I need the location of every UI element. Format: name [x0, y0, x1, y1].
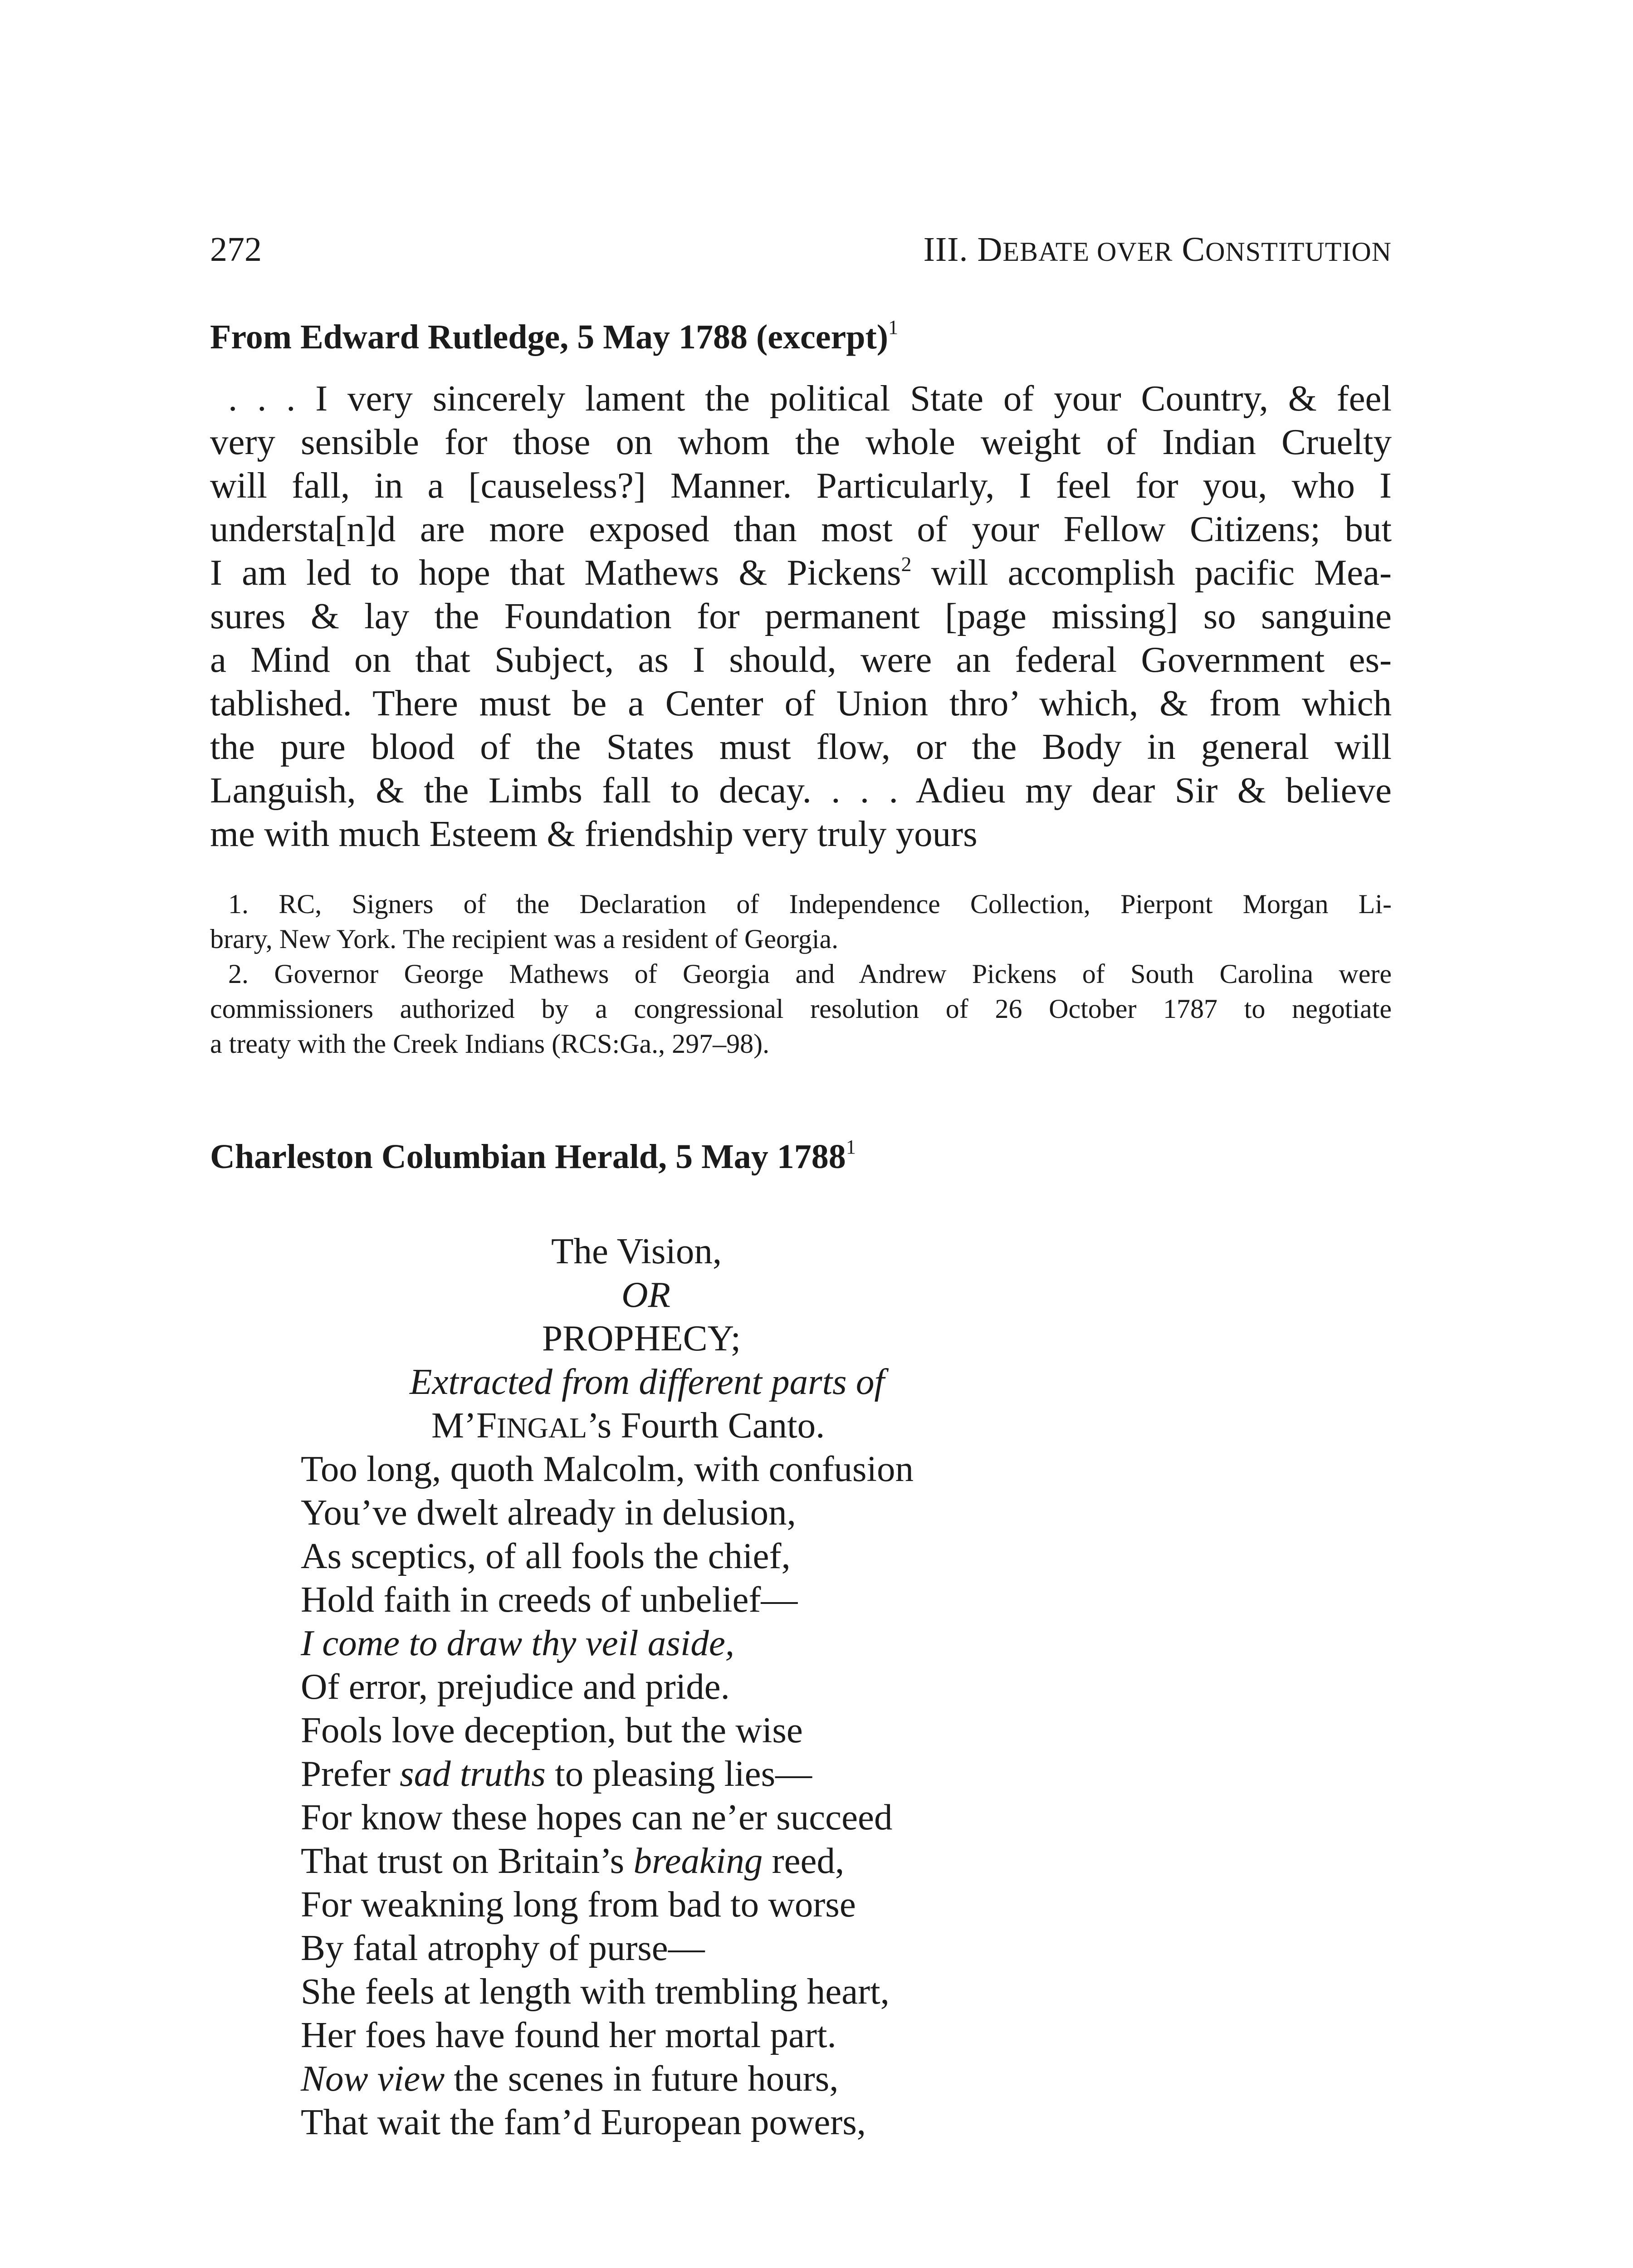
poem-line: Prefer sad truths to pleasing lies— — [301, 1753, 812, 1794]
letter-line: sures & lay the Foundation for permanent [page missing] so sanguine — [210, 596, 1392, 636]
letter-line: very sensible for those on whom the whole weight of Indian Cruelty — [210, 421, 1392, 462]
footnote-line: brary, New York. The recipient was a resident of Georgia. — [210, 924, 839, 954]
letter-line: will fall, in a [causeless?] Manner. Particularly, I feel for you, who I — [210, 465, 1392, 506]
poem-body — [301, 1447, 914, 2144]
letter-line: Languish, & the Limbs fall to decay. . . . Adieu my dear Sir & believe — [210, 770, 1392, 811]
letter-body — [210, 376, 1392, 855]
letter-heading: From Edward Rutledge, 5 May 1788 (excerpt)$^1$ — [210, 316, 899, 356]
poem-title-line: PROPHECY; — [542, 1318, 741, 1359]
poem-line: You’ve dwelt already in delusion, — [301, 1492, 796, 1533]
poem-title-line: OR — [621, 1274, 670, 1315]
poem-line: That wait the fam’d European powers, — [301, 2102, 866, 2142]
letter-line: the pure blood of the States must flow, or the Body in general will — [210, 726, 1392, 767]
page-number: 272 — [210, 230, 262, 269]
poem-line: For know these hopes can ne’er succeed — [301, 1797, 893, 1838]
section-title: III. DEBATE OVER CONSTITUTION — [923, 230, 1392, 269]
poem-line: Now view the scenes in future hours, — [301, 2058, 839, 2099]
footnote-line: 1. RC, Signers of the Declaration of Independence Collection, Pierpont Morgan Li- — [228, 889, 1392, 919]
running-head — [210, 227, 1392, 272]
footnote-line: 2. Governor George Mathews of Georgia and Andrew Pickens of South Carolina were — [228, 959, 1392, 989]
poem-line: That trust on Britain’s breaking reed, — [301, 1840, 845, 1881]
poem-title-line: M’FINGAL’s Fourth Canto. — [431, 1405, 825, 1446]
poem-title-line: Extracted from different parts of — [410, 1361, 885, 1402]
letter-line: me with much Esteem & friendship very truly yours — [210, 813, 978, 854]
poem-line: Too long, quoth Malcolm, with confusion — [301, 1448, 914, 1489]
footnote-ref: 2 — [901, 552, 912, 576]
poem-line: She feels at length with trembling heart, — [301, 1971, 890, 2012]
letter-line: a Mind on that Subject, as I should, were an federal Government es- — [210, 639, 1392, 680]
poem-title-line: The Vision, — [551, 1231, 722, 1271]
letter-line: I am led to hope that Mathews & Pickens$^2$ will accomplish pacific Mea- — [210, 552, 1392, 593]
poem-line: Of error, prejudice and pride. — [301, 1666, 730, 1707]
footnote-line: a treaty with the Creek Indians (RCS:Ga., 297–98). — [210, 1029, 770, 1059]
poem-line: For weakning long from bad to worse — [301, 1884, 856, 1925]
letter-line: tablished. There must be a Center of Union thro’ which, & from which — [210, 683, 1392, 723]
herald-heading: Charleston Columbian Herald, 5 May 1788$^1$ — [210, 1136, 856, 1176]
footnote-line: commissioners authorized by a congressional resolution of 26 October 1787 to negotiate — [210, 994, 1392, 1024]
footnote-ref: 1 — [888, 316, 899, 338]
poem-line: Fools love deception, but the wise — [301, 1710, 803, 1750]
poem-line: By fatal atrophy of purse— — [301, 1927, 705, 1968]
poem-line: I come to draw thy veil aside, — [301, 1623, 735, 1663]
letter-line: . . . I very sincerely lament the political State of your Country, & feel — [228, 378, 1392, 419]
poem-line: Her foes have found her mortal part. — [301, 2014, 836, 2055]
poem-line: As sceptics, of all fools the chief, — [301, 1535, 791, 1576]
footnote-ref: 1 — [846, 1136, 856, 1158]
poem-line: Hold faith in creeds of unbelief— — [301, 1579, 798, 1620]
footnotes — [210, 887, 1392, 1061]
letter-line: understa[n]d are more exposed than most of your Fellow Citizens; but — [210, 508, 1392, 549]
